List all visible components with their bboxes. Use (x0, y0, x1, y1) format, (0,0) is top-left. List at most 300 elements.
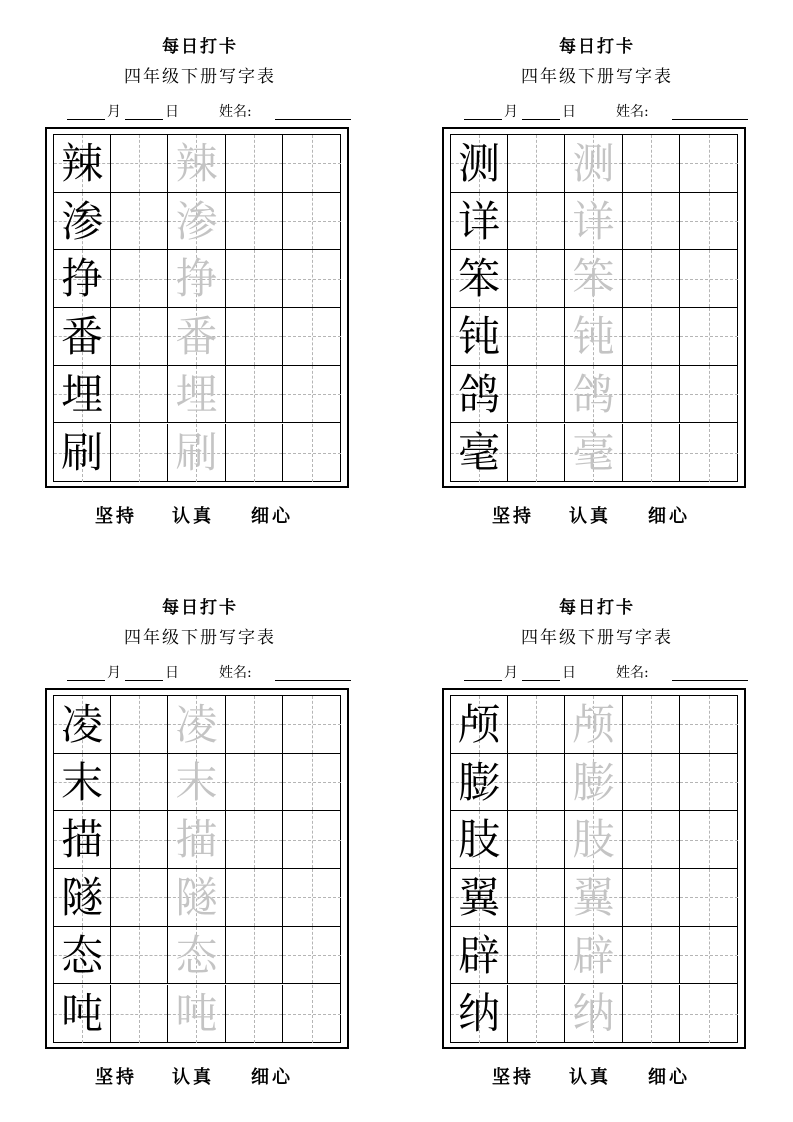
practice-cell[interactable] (680, 366, 738, 424)
practice-cell[interactable] (565, 424, 622, 482)
practice-cell[interactable] (623, 869, 680, 927)
practice-cell[interactable] (226, 869, 283, 927)
guide-line-vertical (709, 424, 710, 482)
guide-line-vertical (651, 869, 652, 926)
trace-character: 挣 (175, 254, 218, 304)
practice-cell[interactable] (680, 927, 738, 985)
date-name-line (65, 663, 351, 683)
guide-line-vertical (139, 135, 140, 192)
guide-line-vertical (709, 193, 710, 250)
practice-cell[interactable] (680, 424, 738, 482)
practice-cell[interactable] (451, 193, 508, 251)
practice-cell[interactable] (111, 135, 168, 193)
trace-character: 态 (175, 930, 218, 980)
practice-cell[interactable] (168, 135, 225, 193)
trace-character: 辟 (572, 930, 615, 980)
day-label: 日 (165, 104, 179, 120)
practice-cell[interactable] (565, 927, 622, 985)
practice-cell[interactable] (451, 754, 508, 812)
model-character: 颅 (458, 700, 501, 749)
practice-cell[interactable] (54, 985, 111, 1043)
practice-cell[interactable] (565, 754, 622, 812)
practice-cell[interactable] (680, 754, 738, 812)
practice-cell[interactable] (623, 985, 680, 1043)
practice-cell[interactable] (508, 135, 565, 193)
model-character: 挣 (61, 254, 104, 304)
motto (442, 1063, 752, 1093)
practice-cell[interactable] (111, 754, 168, 812)
date-name-line (65, 102, 351, 122)
practice-cell[interactable] (508, 366, 565, 424)
practice-cell[interactable] (508, 308, 565, 366)
guide-line-vertical (651, 366, 652, 423)
name-label: 姓名: (219, 104, 252, 120)
practice-cell[interactable] (283, 250, 341, 308)
guide-line-vertical (709, 308, 710, 365)
practice-cell[interactable] (226, 811, 283, 869)
practice-cell[interactable] (111, 927, 168, 985)
practice-cell[interactable] (508, 985, 565, 1043)
practice-cell[interactable] (565, 308, 622, 366)
month-blank[interactable] (464, 680, 502, 681)
motto-meticulous: 细心 (251, 506, 293, 527)
guide-line-vertical (139, 754, 140, 811)
practice-cell[interactable] (451, 424, 508, 482)
practice-cell[interactable] (283, 424, 341, 482)
practice-cell[interactable] (168, 193, 225, 251)
practice-cell[interactable] (451, 811, 508, 869)
guide-line-vertical (651, 193, 652, 250)
guide-line-vertical (709, 754, 710, 811)
trace-character: 翼 (572, 873, 615, 923)
date-name-line (462, 102, 748, 122)
trace-character: 颅 (572, 700, 615, 749)
practice-cell[interactable] (451, 250, 508, 308)
trace-character: 渗 (175, 196, 218, 246)
practice-cell[interactable] (565, 135, 622, 193)
trace-character: 笨 (572, 254, 615, 304)
practice-cell[interactable] (623, 193, 680, 251)
practice-cell[interactable] (54, 366, 111, 424)
guide-line-vertical (651, 927, 652, 984)
practice-cell[interactable] (111, 985, 168, 1043)
practice-cell[interactable] (111, 366, 168, 424)
day-label: 日 (562, 665, 576, 681)
trace-character: 测 (572, 139, 615, 188)
month-label: 月 (504, 104, 518, 120)
practice-cell[interactable] (54, 696, 111, 754)
practice-cell[interactable] (565, 250, 622, 308)
guide-line-vertical (139, 308, 140, 365)
practice-cell[interactable] (226, 696, 283, 754)
practice-cell[interactable] (54, 193, 111, 251)
practice-cell[interactable] (623, 754, 680, 812)
practice-cell[interactable] (680, 308, 738, 366)
practice-cell[interactable] (111, 193, 168, 251)
practice-cell[interactable] (508, 250, 565, 308)
practice-cell[interactable] (226, 754, 283, 812)
month-blank[interactable] (464, 119, 502, 120)
guide-line-vertical (536, 869, 537, 926)
trace-character: 埋 (175, 369, 218, 419)
trace-character: 钝 (572, 312, 615, 362)
guide-line-vertical (651, 985, 652, 1043)
practice-cell[interactable] (680, 985, 738, 1043)
date-name-line (462, 663, 748, 683)
name-label: 姓名: (219, 665, 252, 681)
motto (45, 502, 355, 532)
practice-cell[interactable] (283, 193, 341, 251)
practice-cell[interactable] (226, 135, 283, 193)
card-title: 每日打卡 (559, 37, 635, 57)
model-character: 翼 (458, 873, 501, 923)
guide-line-vertical (254, 811, 255, 868)
card-subtitle: 四年级下册写字表 (124, 628, 276, 648)
month-label: 月 (504, 665, 518, 681)
worksheet-card (45, 0, 355, 561)
practice-cell[interactable] (54, 424, 111, 482)
practice-cell[interactable] (451, 135, 508, 193)
guide-line-vertical (536, 366, 537, 423)
practice-cell[interactable] (283, 754, 341, 812)
practice-cell[interactable] (54, 927, 111, 985)
practice-cell[interactable] (508, 927, 565, 985)
guide-line-vertical (709, 696, 710, 753)
model-character: 渗 (61, 196, 104, 246)
practice-cell[interactable] (283, 366, 341, 424)
writing-grid (450, 134, 738, 482)
practice-cell[interactable] (451, 696, 508, 754)
trace-character: 刷 (175, 427, 218, 477)
practice-cell[interactable] (168, 366, 225, 424)
guide-line-vertical (651, 696, 652, 753)
practice-cell[interactable] (168, 308, 225, 366)
practice-cell[interactable] (54, 308, 111, 366)
model-character: 肢 (458, 815, 501, 865)
guide-line-vertical (651, 135, 652, 192)
practice-cell[interactable] (226, 985, 283, 1043)
motto-persist: 坚持 (95, 1067, 137, 1088)
guide-line-vertical (651, 424, 652, 482)
worksheet-card (442, 561, 752, 1122)
practice-cell[interactable] (283, 696, 341, 754)
guide-line-vertical (536, 985, 537, 1043)
practice-cell[interactable] (565, 193, 622, 251)
writing-grid (53, 695, 341, 1043)
name-label: 姓名: (616, 104, 649, 120)
practice-cell[interactable] (226, 250, 283, 308)
guide-line-vertical (254, 696, 255, 753)
guide-line-vertical (536, 754, 537, 811)
guide-line-vertical (312, 869, 313, 926)
trace-character: 辣 (175, 139, 218, 188)
day-blank[interactable] (125, 119, 163, 120)
guide-line-vertical (536, 811, 537, 868)
day-blank[interactable] (522, 680, 560, 681)
guide-line-vertical (312, 193, 313, 250)
practice-cell[interactable] (111, 424, 168, 482)
trace-character: 吨 (175, 988, 218, 1038)
practice-cell[interactable] (111, 811, 168, 869)
trace-character: 末 (175, 757, 218, 807)
practice-cell[interactable] (168, 927, 225, 985)
practice-cell[interactable] (451, 366, 508, 424)
guide-line-vertical (709, 985, 710, 1043)
guide-line-vertical (536, 135, 537, 192)
practice-cell[interactable] (283, 927, 341, 985)
guide-line-vertical (139, 927, 140, 984)
guide-line-vertical (254, 927, 255, 984)
practice-cell[interactable] (623, 366, 680, 424)
practice-cell[interactable] (565, 366, 622, 424)
card-subtitle: 四年级下册写字表 (124, 67, 276, 87)
model-character: 笨 (458, 254, 501, 304)
guide-line-vertical (254, 135, 255, 192)
guide-line-vertical (312, 250, 313, 307)
practice-cell[interactable] (226, 366, 283, 424)
practice-cell[interactable] (168, 811, 225, 869)
model-character: 毫 (458, 427, 501, 477)
practice-cell[interactable] (451, 308, 508, 366)
practice-cell[interactable] (680, 696, 738, 754)
model-character: 隧 (61, 873, 104, 923)
motto-careful: 认真 (569, 1067, 611, 1088)
day-label: 日 (562, 104, 576, 120)
month-blank[interactable] (67, 119, 105, 120)
name-blank[interactable] (672, 680, 748, 681)
practice-cell[interactable] (226, 424, 283, 482)
practice-cell[interactable] (451, 869, 508, 927)
guide-line-vertical (709, 135, 710, 192)
motto-careful: 认真 (569, 506, 611, 527)
practice-cell[interactable] (54, 250, 111, 308)
guide-line-vertical (709, 869, 710, 926)
guide-line-vertical (536, 308, 537, 365)
model-character: 钝 (458, 312, 501, 362)
practice-cell[interactable] (508, 869, 565, 927)
practice-cell[interactable] (623, 135, 680, 193)
motto-careful: 认真 (172, 1067, 214, 1088)
worksheet-card (442, 0, 752, 561)
practice-cell[interactable] (283, 985, 341, 1043)
model-character: 刷 (61, 427, 104, 477)
guide-line-vertical (312, 754, 313, 811)
practice-cell[interactable] (283, 811, 341, 869)
practice-cell[interactable] (111, 869, 168, 927)
practice-cell[interactable] (508, 754, 565, 812)
practice-cell[interactable] (168, 869, 225, 927)
guide-line-vertical (651, 250, 652, 307)
guide-line-vertical (139, 985, 140, 1043)
practice-cell[interactable] (680, 811, 738, 869)
practice-cell[interactable] (508, 193, 565, 251)
guide-line-vertical (312, 927, 313, 984)
guide-line-vertical (709, 366, 710, 423)
trace-character: 描 (175, 815, 218, 865)
card-subtitle: 四年级下册写字表 (521, 67, 673, 87)
practice-cell[interactable] (168, 424, 225, 482)
card-title: 每日打卡 (162, 37, 238, 57)
guide-line-vertical (139, 424, 140, 482)
trace-character: 凌 (175, 700, 218, 749)
practice-cell[interactable] (451, 927, 508, 985)
guide-line-vertical (312, 366, 313, 423)
model-character: 测 (458, 139, 501, 188)
guide-line-vertical (312, 985, 313, 1043)
name-blank[interactable] (275, 680, 351, 681)
writing-grid (450, 695, 738, 1043)
writing-grid (53, 134, 341, 482)
practice-cell[interactable] (168, 754, 225, 812)
motto (45, 1063, 355, 1093)
guide-line-vertical (536, 424, 537, 482)
practice-cell[interactable] (54, 135, 111, 193)
motto-meticulous: 细心 (648, 506, 690, 527)
practice-cell[interactable] (623, 250, 680, 308)
practice-cell[interactable] (283, 869, 341, 927)
guide-line-vertical (139, 193, 140, 250)
practice-cell[interactable] (168, 696, 225, 754)
guide-line-vertical (312, 424, 313, 482)
practice-cell[interactable] (168, 250, 225, 308)
guide-line-vertical (536, 696, 537, 753)
practice-cell[interactable] (54, 869, 111, 927)
guide-line-vertical (139, 696, 140, 753)
practice-cell[interactable] (226, 308, 283, 366)
card-title: 每日打卡 (162, 598, 238, 618)
motto-careful: 认真 (172, 506, 214, 527)
guide-line-vertical (312, 135, 313, 192)
model-character: 膨 (458, 757, 501, 807)
motto-meticulous: 细心 (251, 1067, 293, 1088)
model-character: 辣 (61, 139, 104, 188)
guide-line-vertical (254, 754, 255, 811)
guide-line-vertical (651, 811, 652, 868)
practice-cell[interactable] (680, 250, 738, 308)
practice-cell[interactable] (623, 308, 680, 366)
model-character: 详 (458, 196, 501, 246)
guide-line-vertical (709, 927, 710, 984)
guide-line-vertical (139, 811, 140, 868)
trace-character: 膨 (572, 757, 615, 807)
trace-character: 详 (572, 196, 615, 246)
practice-cell[interactable] (168, 985, 225, 1043)
model-character: 辟 (458, 930, 501, 980)
practice-cell[interactable] (111, 308, 168, 366)
month-label: 月 (107, 665, 121, 681)
motto-meticulous: 细心 (648, 1067, 690, 1088)
practice-cell[interactable] (226, 193, 283, 251)
guide-line-vertical (536, 193, 537, 250)
practice-cell[interactable] (623, 696, 680, 754)
practice-cell[interactable] (451, 985, 508, 1043)
guide-line-vertical (254, 424, 255, 482)
trace-character: 纳 (572, 988, 615, 1038)
guide-line-vertical (139, 869, 140, 926)
name-label: 姓名: (616, 665, 649, 681)
month-blank[interactable] (67, 680, 105, 681)
practice-cell[interactable] (508, 696, 565, 754)
guide-line-vertical (254, 985, 255, 1043)
practice-cell[interactable] (111, 696, 168, 754)
guide-line-vertical (709, 250, 710, 307)
trace-character: 隧 (175, 873, 218, 923)
model-character: 纳 (458, 988, 501, 1038)
model-character: 番 (61, 312, 104, 362)
worksheet-card (45, 561, 355, 1122)
model-character: 吨 (61, 988, 104, 1038)
trace-character: 毫 (572, 427, 615, 477)
practice-cell[interactable] (565, 869, 622, 927)
model-character: 描 (61, 815, 104, 865)
motto-persist: 坚持 (95, 506, 137, 527)
guide-line-vertical (536, 927, 537, 984)
practice-cell[interactable] (54, 754, 111, 812)
practice-cell[interactable] (680, 135, 738, 193)
model-character: 态 (61, 930, 104, 980)
practice-cell[interactable] (623, 811, 680, 869)
guide-line-vertical (651, 754, 652, 811)
guide-line-vertical (312, 308, 313, 365)
guide-line-vertical (254, 250, 255, 307)
guide-line-vertical (254, 193, 255, 250)
model-character: 埋 (61, 369, 104, 419)
practice-cell[interactable] (623, 927, 680, 985)
practice-cell[interactable] (111, 250, 168, 308)
guide-line-vertical (536, 250, 537, 307)
guide-line-vertical (312, 811, 313, 868)
day-label: 日 (165, 665, 179, 681)
practice-cell[interactable] (680, 869, 738, 927)
trace-character: 鸽 (572, 369, 615, 419)
guide-line-vertical (312, 696, 313, 753)
practice-cell[interactable] (54, 811, 111, 869)
guide-line-vertical (139, 250, 140, 307)
guide-line-vertical (651, 308, 652, 365)
day-blank[interactable] (125, 680, 163, 681)
guide-line-vertical (709, 811, 710, 868)
practice-cell[interactable] (565, 985, 622, 1043)
name-blank[interactable] (672, 119, 748, 120)
trace-character: 番 (175, 312, 218, 362)
name-blank[interactable] (275, 119, 351, 120)
practice-cell[interactable] (283, 135, 341, 193)
motto (442, 502, 752, 532)
practice-cell[interactable] (508, 424, 565, 482)
practice-cell[interactable] (680, 193, 738, 251)
motto-persist: 坚持 (492, 1067, 534, 1088)
practice-cell[interactable] (565, 696, 622, 754)
guide-line-vertical (254, 308, 255, 365)
month-label: 月 (107, 104, 121, 120)
practice-cell[interactable] (623, 424, 680, 482)
motto-persist: 坚持 (492, 506, 534, 527)
card-title: 每日打卡 (559, 598, 635, 618)
model-character: 鸽 (458, 369, 501, 419)
model-character: 末 (61, 757, 104, 807)
guide-line-vertical (139, 366, 140, 423)
practice-cell[interactable] (565, 811, 622, 869)
practice-cell[interactable] (226, 927, 283, 985)
guide-line-vertical (254, 366, 255, 423)
practice-cell[interactable] (508, 811, 565, 869)
model-character: 凌 (61, 700, 104, 749)
practice-cell[interactable] (283, 308, 341, 366)
day-blank[interactable] (522, 119, 560, 120)
guide-line-vertical (254, 869, 255, 926)
card-subtitle: 四年级下册写字表 (521, 628, 673, 648)
trace-character: 肢 (572, 815, 615, 865)
